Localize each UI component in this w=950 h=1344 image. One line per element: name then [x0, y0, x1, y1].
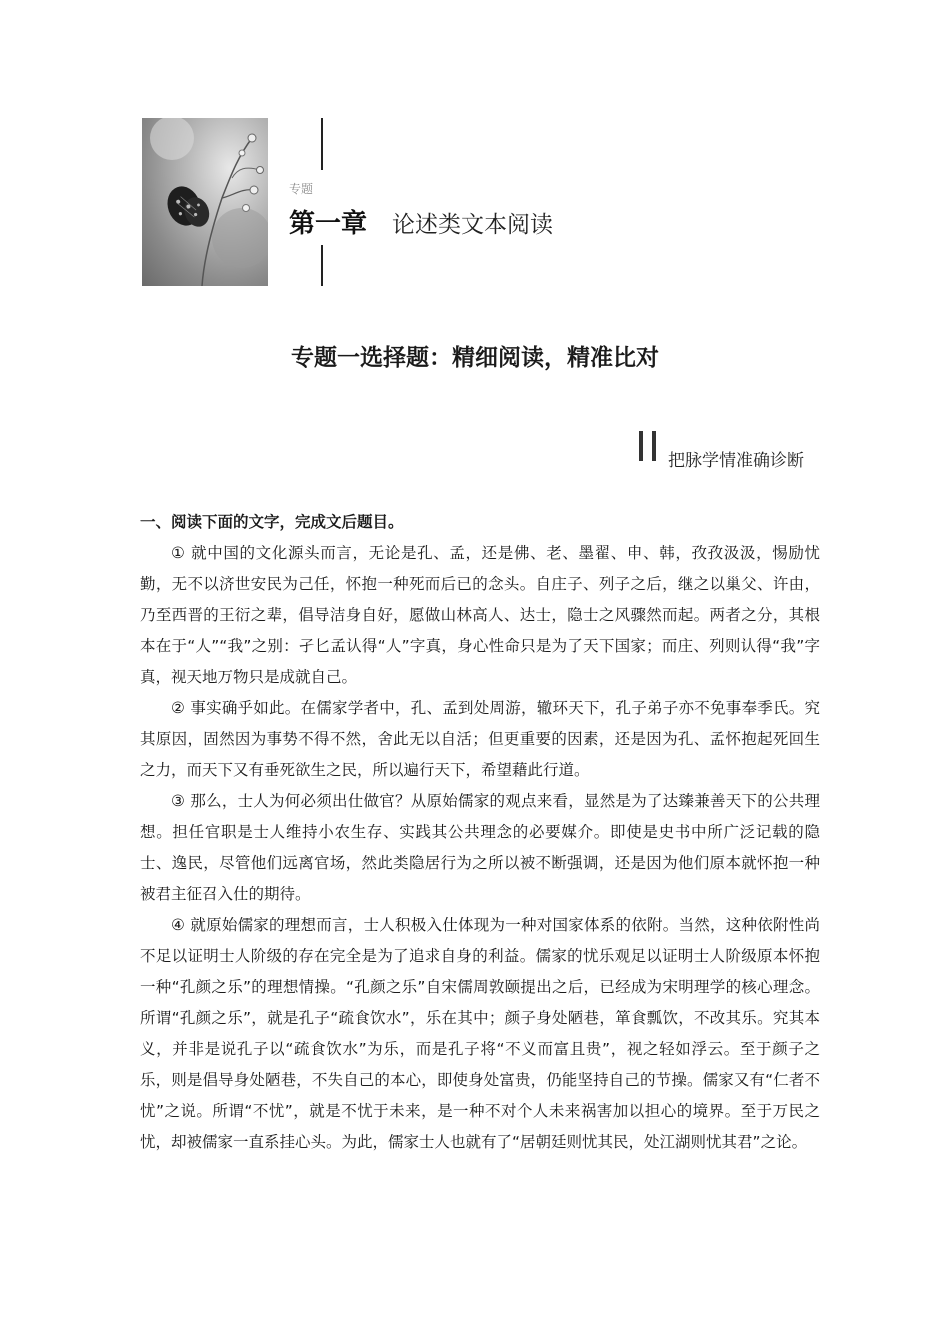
paragraph-1: ① 就中国的文化源头而言，无论是孔、孟，还是佛、老、墨翟、申、韩，孜孜汲汲，惕励忧勤，无不以济世安民为己任，怀抱一种死而后已的念头。自庄子、列子之后，继之以巢父、许由，乃至西晋的王衍之辈，倡导洁身自好，愿做山林高人、达士，隐士之风骤然而起。两者之分，其根本在于“人”“我”之别：孑匕孟认得“人”字真，身心性命只是为了天下国家；而庄、列则认得“我”字真，视天地万物只是成就自己。	[140, 544, 820, 686]
header-divider-top	[321, 118, 323, 170]
chapter-title: 论述类文本阅读	[392, 212, 553, 238]
reading-passage	[140, 507, 820, 1158]
header-divider-bottom	[321, 245, 323, 286]
question-heading: 一、阅读下面的文字，完成文后题目。	[140, 513, 404, 531]
topic-title: 专题一选择题：精细阅读，精准比对	[291, 345, 659, 371]
paragraph-2: ② 事实确乎如此。在儒家学者中，孔、孟到处周游，辙环天下，孔子弟子亦不免事奉季氏。究其原因，固然因为事势不得不然，舍此无以自活；但更重要的因素，还是因为孔、孟怀抱起死回生之力，而天下又有垂死欲生之民，所以遍行天下，希望藉此行道。	[140, 699, 820, 779]
header-small-label: 专题	[289, 182, 314, 196]
paragraph-3: ③ 那么，士人为何必须出仕做官？从原始儒家的观点来看，显然是为了达臻兼善天下的公共理想。担任官职是士人维持小农生存、实践其公共理念的必要媒介。即使是史书中所广泛记载的隐士、逸民，尽管他们远离官场，然此类隐居行为之所以被不断强调，还是因为他们原本就怀抱一种被君主征召入仕的期待。	[140, 792, 820, 903]
butterfly-illustration	[142, 118, 268, 286]
section-label: 把脉学情准确诊断	[668, 451, 804, 471]
butterfly-photo	[142, 118, 268, 286]
chapter-number: 第一章	[289, 209, 368, 239]
paragraph-4: ④ 就原始儒家的理想而言，士人积极入仕体现为一种对国家体系的依附。当然，这种依附性尚不足以证明士人阶级的存在完全是为了追求自身的利益。儒家的忧乐观足以证明士人阶级原本怀抱一种“孔颜之乐”的理想情操。“孔颜之乐”自宋儒周敦颐提出之后，已经成为宋明理学的核心理念。所谓“孔颜之乐”，就是孔子“疏食饮水”，乐在其中；颜子身处陋巷，箪食瓢饮，不改其乐。究其本义，并非是说孔子以“疏食饮水”为乐，而是孔子将“不义而富且贵”，视之轻如浮云。至于颜子之乐，则是倡导身处陋巷，不失自己的本心，即使身处富贵，仍能坚持自己的节操。儒家又有“仁者不忧”之说。所谓“不忧”，就是不忧于未来，是一种不对个人未来祸害加以担心的境界。至于万民之忧，却被儒家一直系挂心头。为此，儒家士人也就有了“居朝廷则忧其民，处江湖则忧其君”之论。	[140, 916, 820, 1151]
